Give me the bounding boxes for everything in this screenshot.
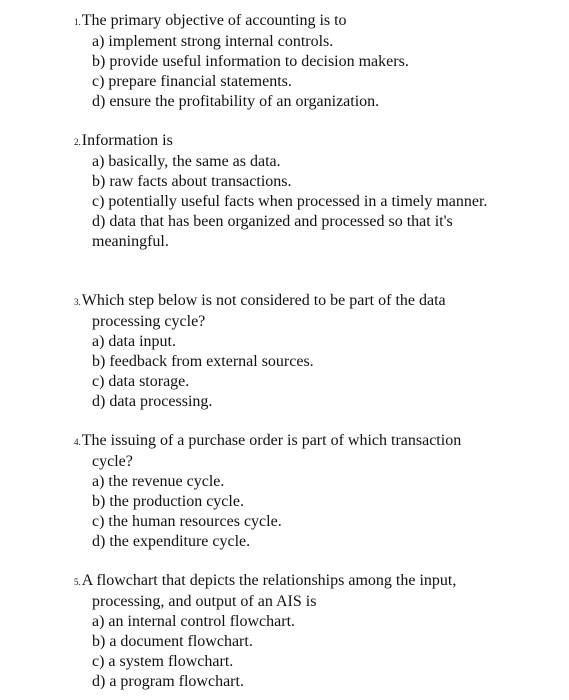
question-3: [74, 291, 534, 412]
option-b: b) feedback from external sources.: [92, 353, 314, 370]
question-text: A flowchart that depicts the relationships among the input,: [81, 572, 457, 589]
question-5: [74, 571, 534, 692]
question-text: The primary objective of accounting is to: [81, 12, 347, 29]
option-d: d) ensure the profitability of an organization.: [92, 93, 380, 110]
option-a: a) implement strong internal controls.: [92, 33, 334, 50]
option-b: b) the production cycle.: [92, 493, 244, 510]
option-d: d) the expenditure cycle.: [92, 533, 251, 550]
question-number: 2.: [74, 137, 81, 147]
question-text-continued: cycle?: [92, 453, 133, 470]
question-stem: [74, 291, 534, 312]
option-a: a) the revenue cycle.: [92, 473, 225, 490]
option-c: c) data storage.: [92, 373, 190, 390]
question-stem: [74, 131, 534, 152]
option-d: d) a program flowchart.: [92, 673, 244, 690]
question-text: Which step below is not considered to be part of the data: [81, 292, 446, 309]
option-a: a) data input.: [92, 333, 176, 350]
option-b: b) raw facts about transactions.: [92, 173, 292, 190]
option-b: b) a document flowchart.: [92, 633, 253, 650]
option-c: c) the human resources cycle.: [92, 513, 282, 530]
question-text: The issuing of a purchase order is part of which transaction: [81, 432, 462, 449]
question-2: [74, 131, 534, 252]
question-text: Information is: [81, 132, 173, 149]
question-text-continued: processing, and output of an AIS is: [92, 593, 317, 610]
question-number: 5.: [74, 577, 81, 587]
option-c: c) prepare financial statements.: [92, 73, 292, 90]
question-number: 4.: [74, 437, 81, 447]
option-c: c) a system flowchart.: [92, 653, 234, 670]
question-1: [74, 11, 534, 112]
question-stem: [74, 431, 534, 452]
option-b: b) provide useful information to decision makers.: [92, 53, 409, 70]
option-a: a) an internal control flowchart.: [92, 613, 296, 630]
option-d: d) data that has been organized and processed so that it's: [92, 213, 453, 230]
question-text-continued: processing cycle?: [92, 313, 206, 330]
option-d-continued: meaningful.: [92, 233, 169, 250]
question-4: [74, 431, 534, 552]
option-c: c) potentially useful facts when processed in a timely manner.: [92, 193, 488, 210]
question-stem: [74, 11, 534, 32]
question-stem: [74, 571, 534, 592]
question-number: 3.: [74, 297, 81, 307]
option-d: d) data processing.: [92, 393, 213, 410]
option-a: a) basically, the same as data.: [92, 153, 281, 170]
question-number: 1.: [74, 17, 81, 27]
